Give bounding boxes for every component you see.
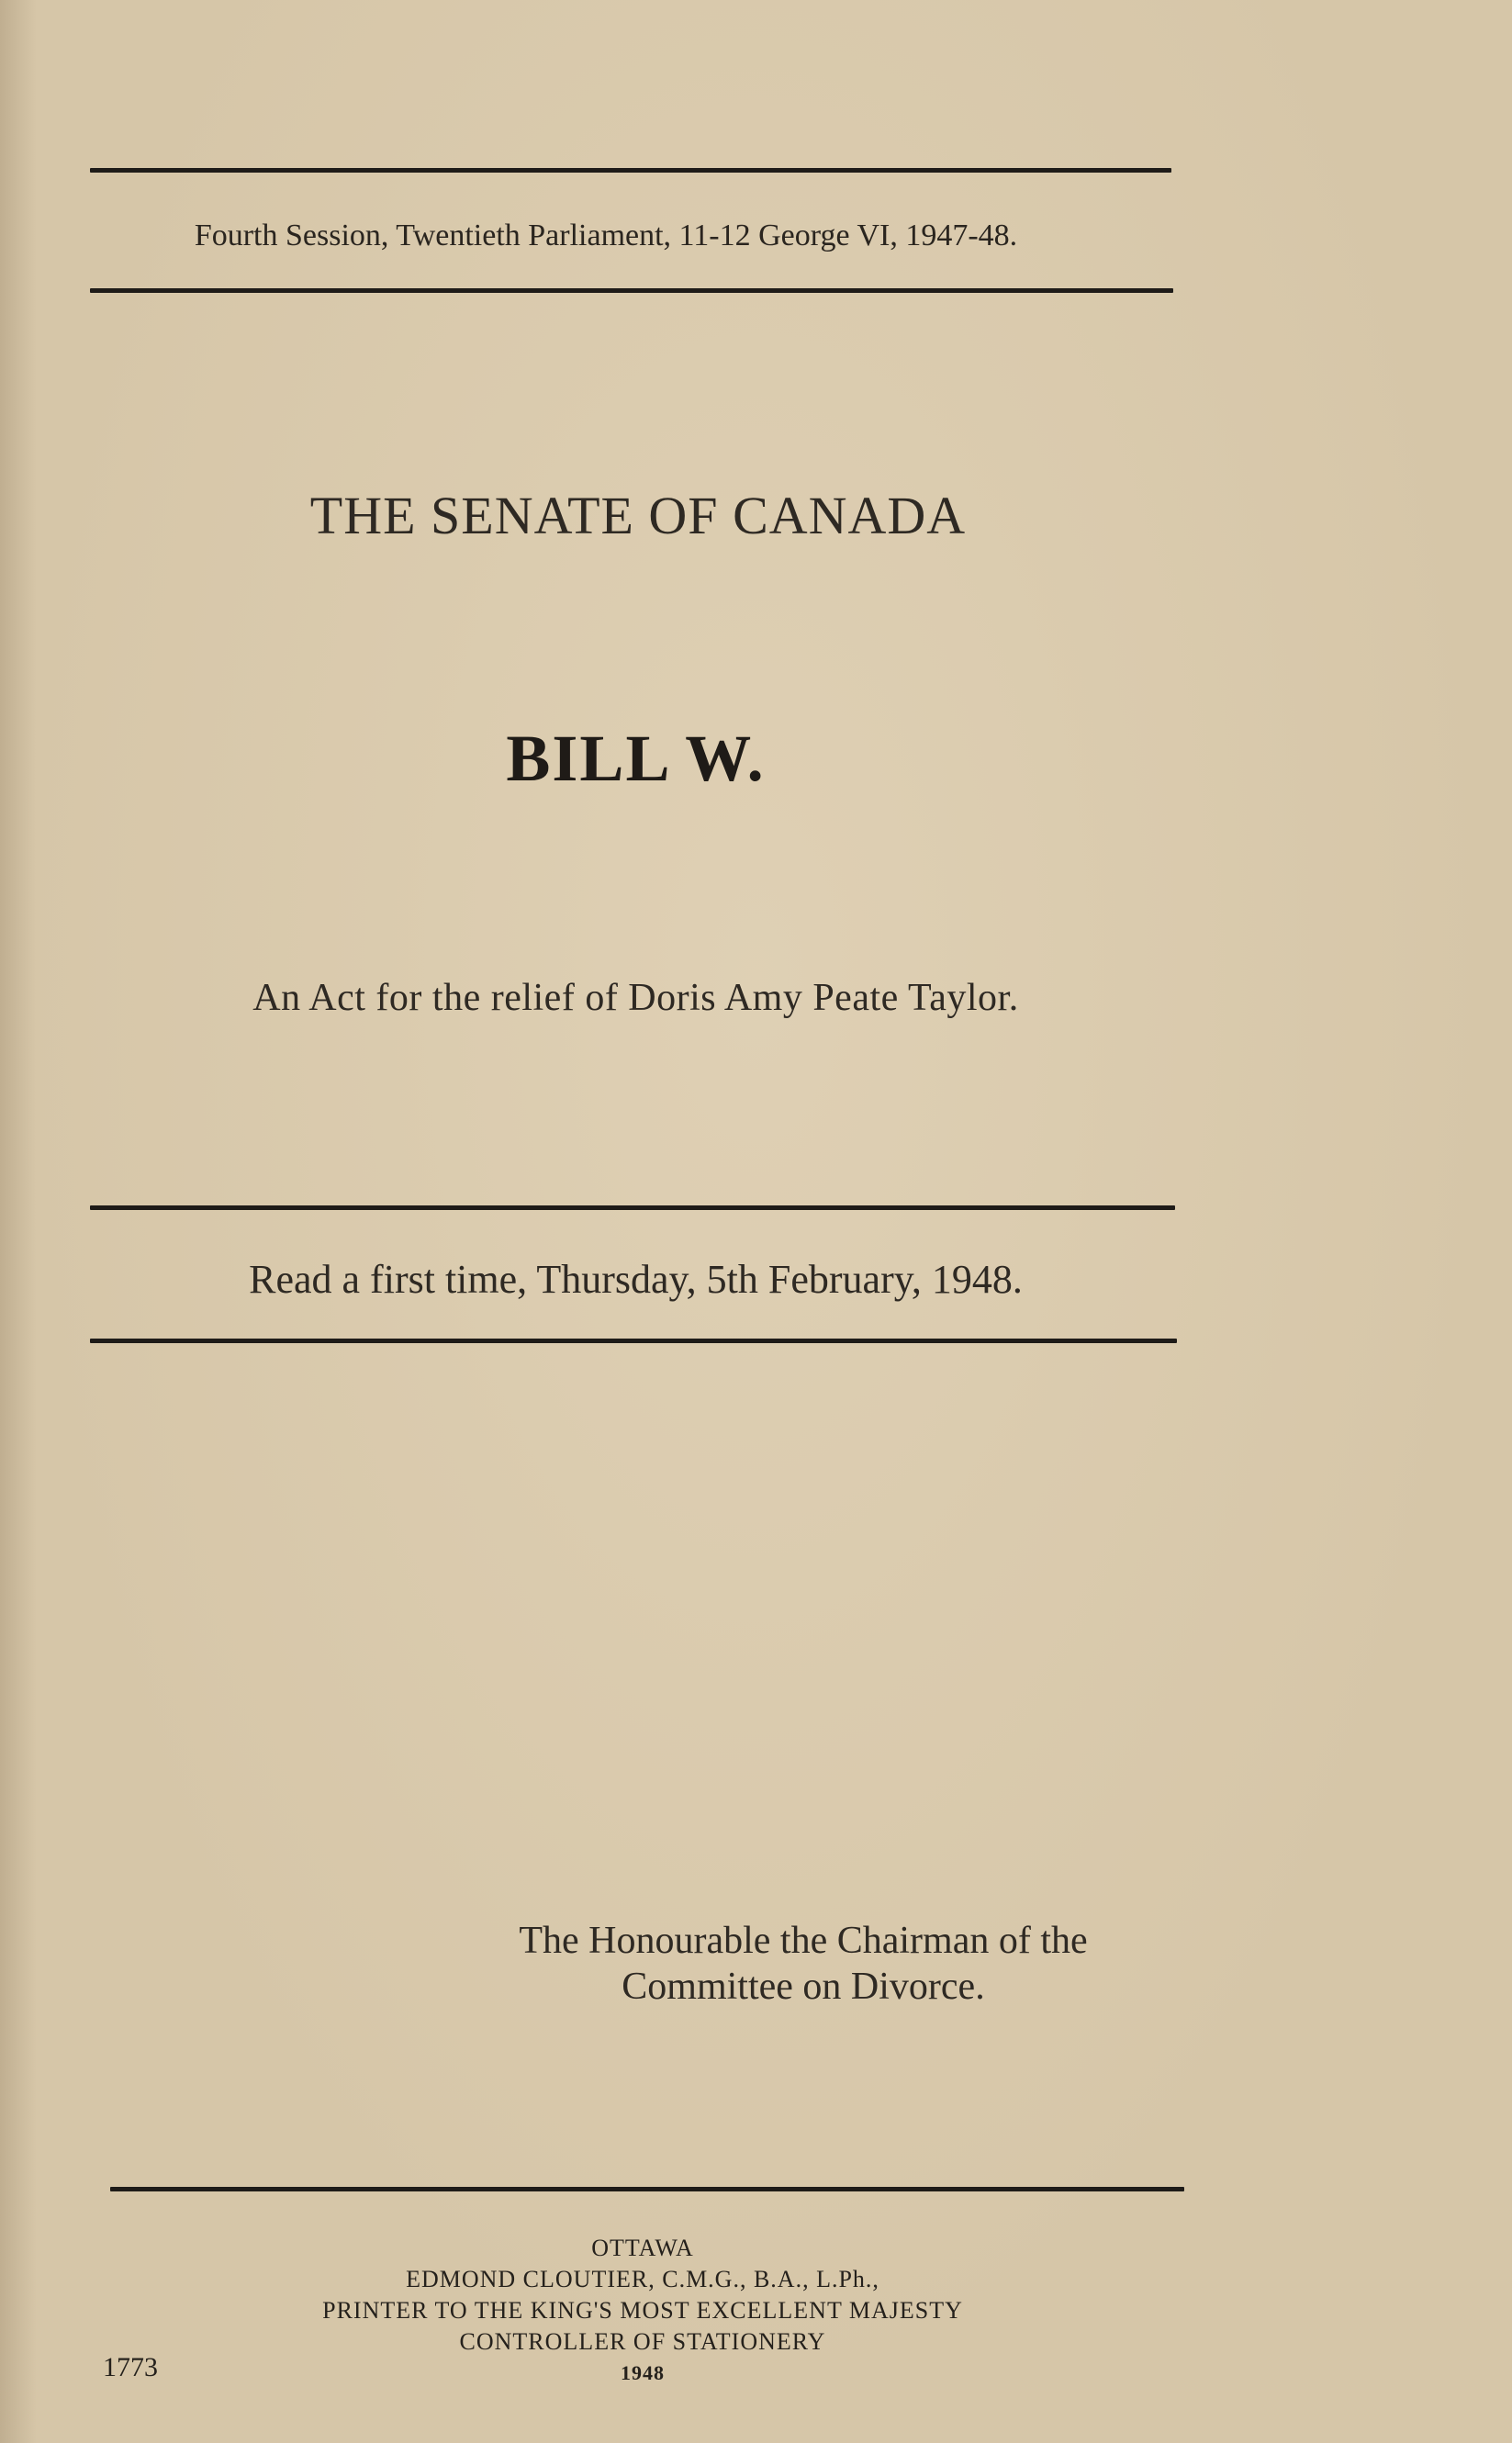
imprint-printer-title: PRINTER TO THE KING'S MOST EXCELLENT MAJESTY [322, 2297, 963, 2324]
reading-rule-1 [90, 1205, 1175, 1210]
session-line: Fourth Session, Twentieth Parliament, 11-12 George VI, 1947-48. [194, 219, 1018, 252]
imprint-city: OTTAWA [591, 2235, 694, 2261]
reading-rule-2 [90, 1339, 1177, 1343]
imprint-printer: EDMOND CLOUTIER, C.M.G., B.A., L.Ph., [406, 2266, 879, 2292]
bill-title: BILL W. [506, 722, 766, 795]
first-reading-line: Read a first time, Thursday, 5th February, 1948. [249, 1257, 1023, 1302]
top-rule-1 [90, 168, 1171, 173]
presenter-line-1: The Honourable the Chairman of the [519, 1920, 1088, 1962]
presenter-line-2: Committee on Divorce. [622, 1966, 985, 2008]
act-description: An Act for the relief of Doris Amy Peate Taylor. [252, 977, 1019, 1019]
top-rule-2 [90, 288, 1173, 293]
imprint-year: 1948 [621, 2361, 665, 2384]
imprint-rule [110, 2187, 1184, 2191]
document-number: 1773 [103, 2352, 158, 2382]
senate-heading: THE SENATE OF CANADA [309, 486, 967, 545]
imprint-controller: CONTROLLER OF STATIONERY [459, 2328, 826, 2355]
